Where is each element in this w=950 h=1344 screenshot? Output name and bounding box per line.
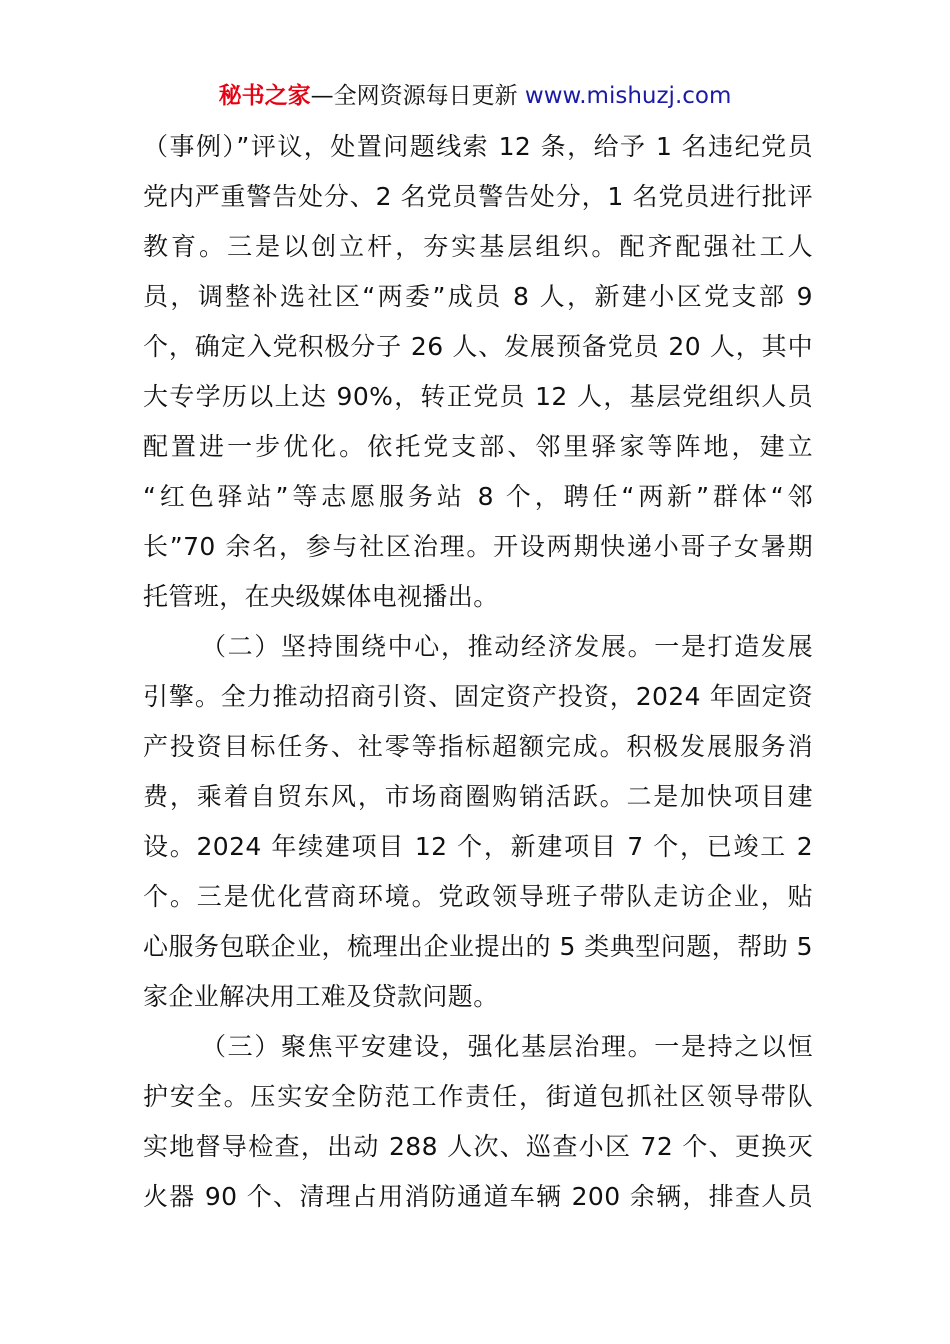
- site-url-link[interactable]: www.mishuzj.com: [524, 83, 732, 109]
- body-line: 引擎。全力推动招商引资、固定资产投资，2024 年固定资: [143, 682, 813, 711]
- body-line: 火器 90 个、清理占用消防通道车辆 200 余辆，排查人员: [143, 1182, 813, 1211]
- body-line: “红色驿站”等志愿服务站 8 个，聘任“两新”群体“邻: [143, 482, 813, 511]
- section-heading-line: （二）坚持围绕中心，推动经济发展。一是打造发展: [201, 632, 813, 661]
- body-line: 护安全。压实安全防范工作责任，街道包抓社区领导带队: [143, 1082, 813, 1111]
- section-heading-line: （三）聚焦平安建设，强化基层治理。一是持之以恒: [201, 1032, 813, 1061]
- document-body: [143, 122, 813, 1222]
- body-line: 费，乘着自贸东风，市场商圈购销活跃。二是加快项目建: [143, 782, 813, 811]
- brand-name: 秘书之家: [218, 83, 311, 109]
- site-header: [0, 80, 950, 112]
- body-line: 产投资目标任务、社零等指标超额完成。积极发展服务消: [143, 732, 813, 761]
- body-line: 长”70 余名，参与社区治理。开设两期快递小哥子女暑期: [143, 532, 813, 561]
- body-line: 实地督导检查，出动 288 人次、巡查小区 72 个、更换灭: [143, 1132, 813, 1161]
- body-line: 大专学历以上达 90%，转正党员 12 人，基层党组织人员: [143, 382, 813, 411]
- body-line: （事例）”评议，处置问题线索 12 条，给予 1 名违纪党员: [143, 132, 813, 161]
- body-line: 心服务包联企业，梳理出企业提出的 5 类典型问题，帮助 5: [143, 932, 813, 961]
- body-line: 员，调整补选社区“两委”成员 8 人，新建小区党支部 9: [143, 282, 813, 311]
- body-line: 个。三是优化营商环境。党政领导班子带队走访企业，贴: [143, 882, 813, 911]
- body-line: 设。2024 年续建项目 12 个，新建项目 7 个，已竣工 2: [143, 832, 813, 861]
- body-line: 教育。三是以创立杆，夯实基层组织。配齐配强社工人: [143, 232, 813, 261]
- body-line: 党内严重警告处分、2 名党员警告处分，1 名党员进行批评: [143, 182, 813, 211]
- header-tagline: —全网资源每日更新: [310, 83, 518, 109]
- body-line: 个，确定入党积极分子 26 人、发展预备党员 20 人，其中: [143, 332, 813, 361]
- body-line: 家企业解决用工难及贷款问题。: [143, 982, 499, 1011]
- body-line: 配置进一步优化。依托党支部、邻里驿家等阵地，建立: [143, 432, 813, 461]
- body-line: 托管班，在央级媒体电视播出。: [143, 582, 499, 611]
